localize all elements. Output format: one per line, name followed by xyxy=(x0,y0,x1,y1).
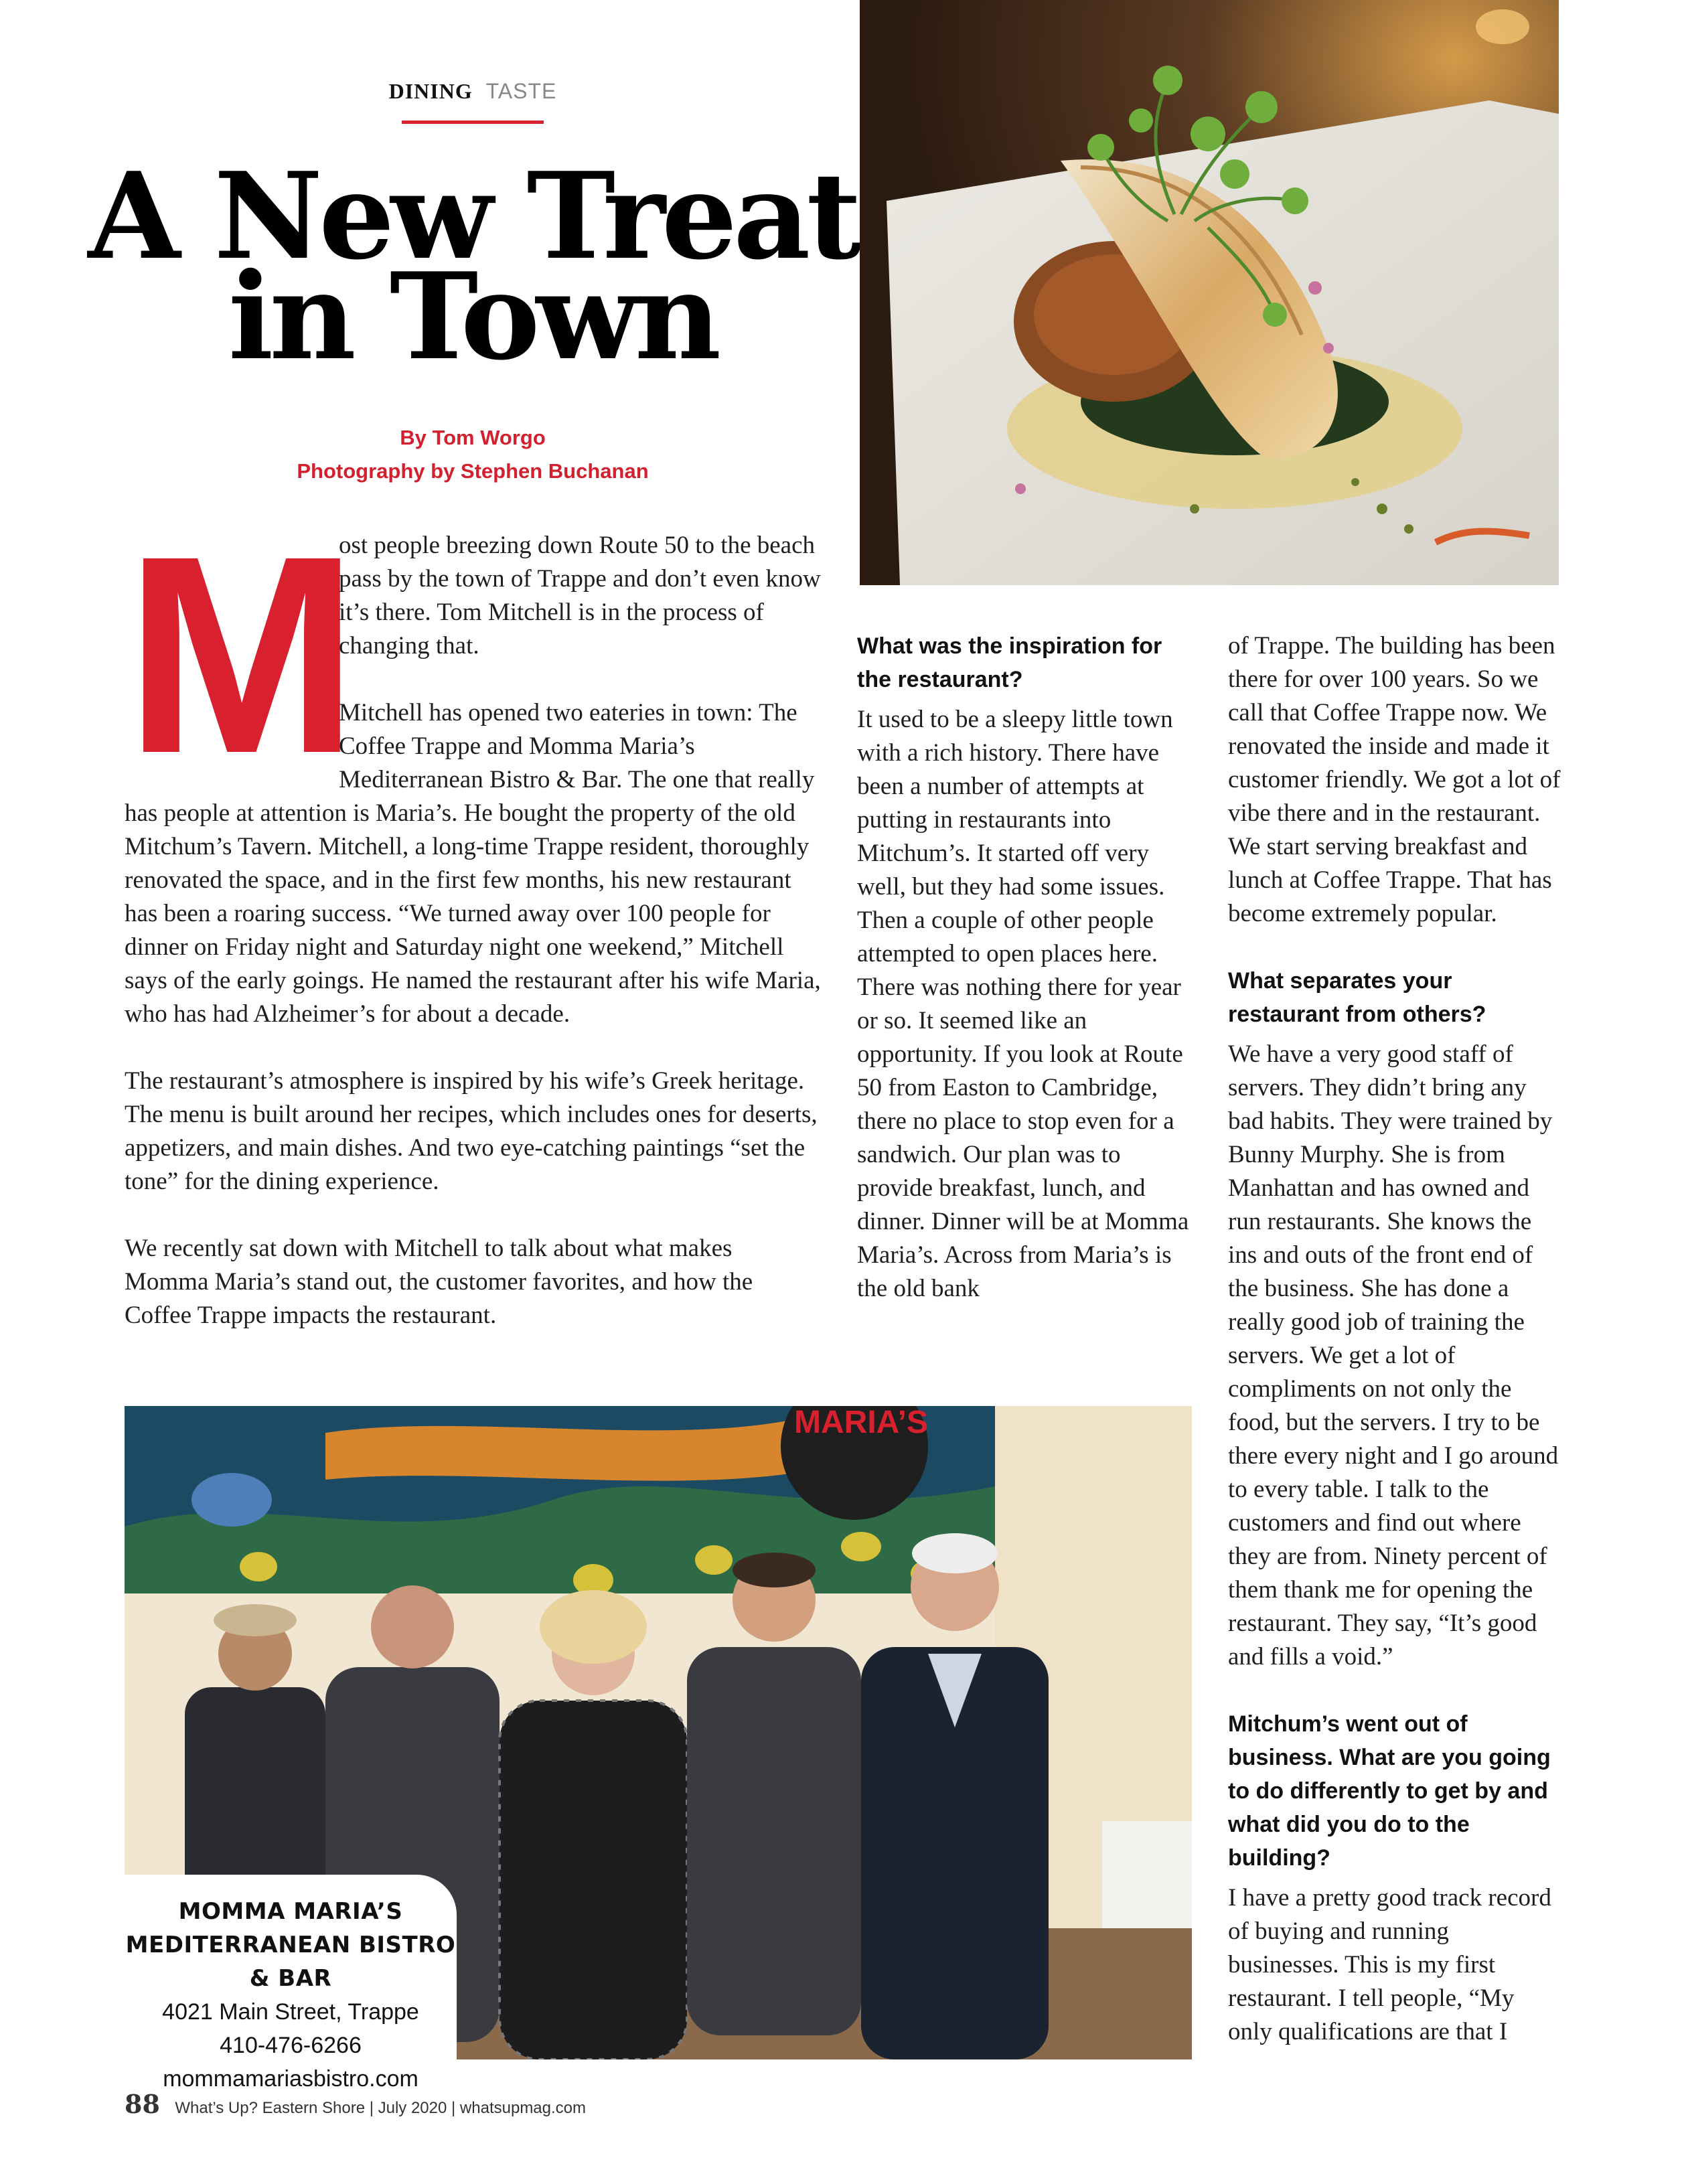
headline xyxy=(80,146,865,386)
page-number: 88 xyxy=(125,2089,160,2119)
restaurant-info-box xyxy=(125,1875,457,2092)
intro-paragraph-1: ost people breezing down Route 50 to the beach pass by the town of Trappe and don’t even know it’s there. Tom Mitchell is in the process of changing that. xyxy=(339,532,821,659)
answer-1-part-2: of Trappe. The building has been there for over 100 years. So we call that Coffee Trappe now. We renovated the inside and made it customer friendly. We got a lot of vibe there and in the restaurant. We start serving breakfast and lunch at Coffee Trappe. That has become extremely popular. xyxy=(1228,632,1561,927)
restaurant-name: MOMMA MARIA’S MEDITERRANEAN BISTRO & BAR xyxy=(125,1898,456,1992)
food-photo-illustration xyxy=(860,0,1559,585)
section-label xyxy=(0,79,945,104)
food-photo xyxy=(860,0,1559,585)
byline-author: By Tom Worgo xyxy=(400,426,546,449)
answer-2: We have a very good staff of servers. They didn’t bring any bad habits. They were trained by Bunny Murphy. She is from Manhattan and has owned and run restaurants. She knows the ins and outs of the front end of the business. She has done a really good job of training the servers. We get a lot of compliments on not only the food, but the servers. I try to be there every night and I go around to every table. I talk to the customers and find out where they are from. Ninety percent of them thank me for opening the restaurant. They say, “It’s good and fills a void.” xyxy=(1228,1040,1559,1670)
section-divider xyxy=(402,121,544,124)
question-1: What was the inspiration for the restaurant? xyxy=(857,633,1162,692)
restaurant-phone: 410-476-6266 xyxy=(220,2033,362,2058)
interview-column-2 xyxy=(857,629,1199,1339)
intro-paragraph-2: Mitchell has opened two eateries in town: The Coffee Trappe and Momma Maria’s Mediterranean Bistro & Bar. The one that really has people at attention is Maria’s. He bought the property of the old Mitchum’s Tavern. Mitchell, a long-time Trappe resident, thoroughly renovated the space, and in the first few months, his new restaurant has been a roaring success. “We turned away over 100 people for dinner on Friday night and Saturday night one weekend,” Mitchell says of the early goings. He named the restaurant after his wife Maria, who has had Alzheimer’s for about a decade. xyxy=(125,699,821,1028)
section-subcategory: TASTE xyxy=(485,79,557,103)
section-category: DINING xyxy=(388,79,473,103)
page-footer xyxy=(125,2089,586,2119)
interview-column-3 xyxy=(1228,629,1564,2082)
intro-paragraph-4: We recently sat down with Mitchell to talk about what makes Momma Maria’s stand out, the customer favorites, and how the Coffee Trappe impacts the restaurant. xyxy=(125,1235,753,1329)
headline-line-2: in Town xyxy=(228,246,718,386)
intro-paragraph-3: The restaurant’s atmosphere is inspired by his wife’s Greek heritage. The menu is built around her recipes, which includes ones for deserts, appetizers, and main dishes. And two eye-catching paintings “set the tone” for the dining experience. xyxy=(125,1067,818,1195)
restaurant-website[interactable]: mommamariasbistro.com xyxy=(163,2066,418,2092)
headline-line-1: A New Treat xyxy=(88,146,858,286)
drop-cap: M xyxy=(125,498,359,812)
restaurant-address: 4021 Main Street, Trappe xyxy=(162,1999,419,2025)
restaurant-sign-text: MARIA’S xyxy=(794,1406,929,1440)
answer-3: I have a pretty good track record of buying and running businesses. This is my first restaurant. I tell people, “My only qualifications are that I xyxy=(1228,1884,1551,2045)
question-3: Mitchum’s went out of business. What are you going to do differently to get by and what did you do to the building? xyxy=(1228,1711,1551,1871)
question-2: What separates your restaurant from others? xyxy=(1228,968,1486,1027)
byline-photography: Photography by Stephen Buchanan xyxy=(297,459,649,483)
intro-column xyxy=(125,498,822,1366)
answer-1-part-1: It used to be a sleepy little town with a rich history. There have been a number of attempts at putting in restaurants into Mitchum’s. It started off very well, but they had some issues. Then a couple of other people attempted to open places here. There was nothing there for year or so. It seemed like an opportunity. If you look at Route 50 from Easton to Cambridge, there no place to stop even for a sandwich. Our plan was to provide breakfast, lunch, and dinner. Dinner will be at Momma Maria’s. Across from Maria’s is the old bank xyxy=(857,706,1189,1302)
footer-publication: What’s Up? Eastern Shore | July 2020 | whatsupmag.com xyxy=(175,2099,587,2117)
